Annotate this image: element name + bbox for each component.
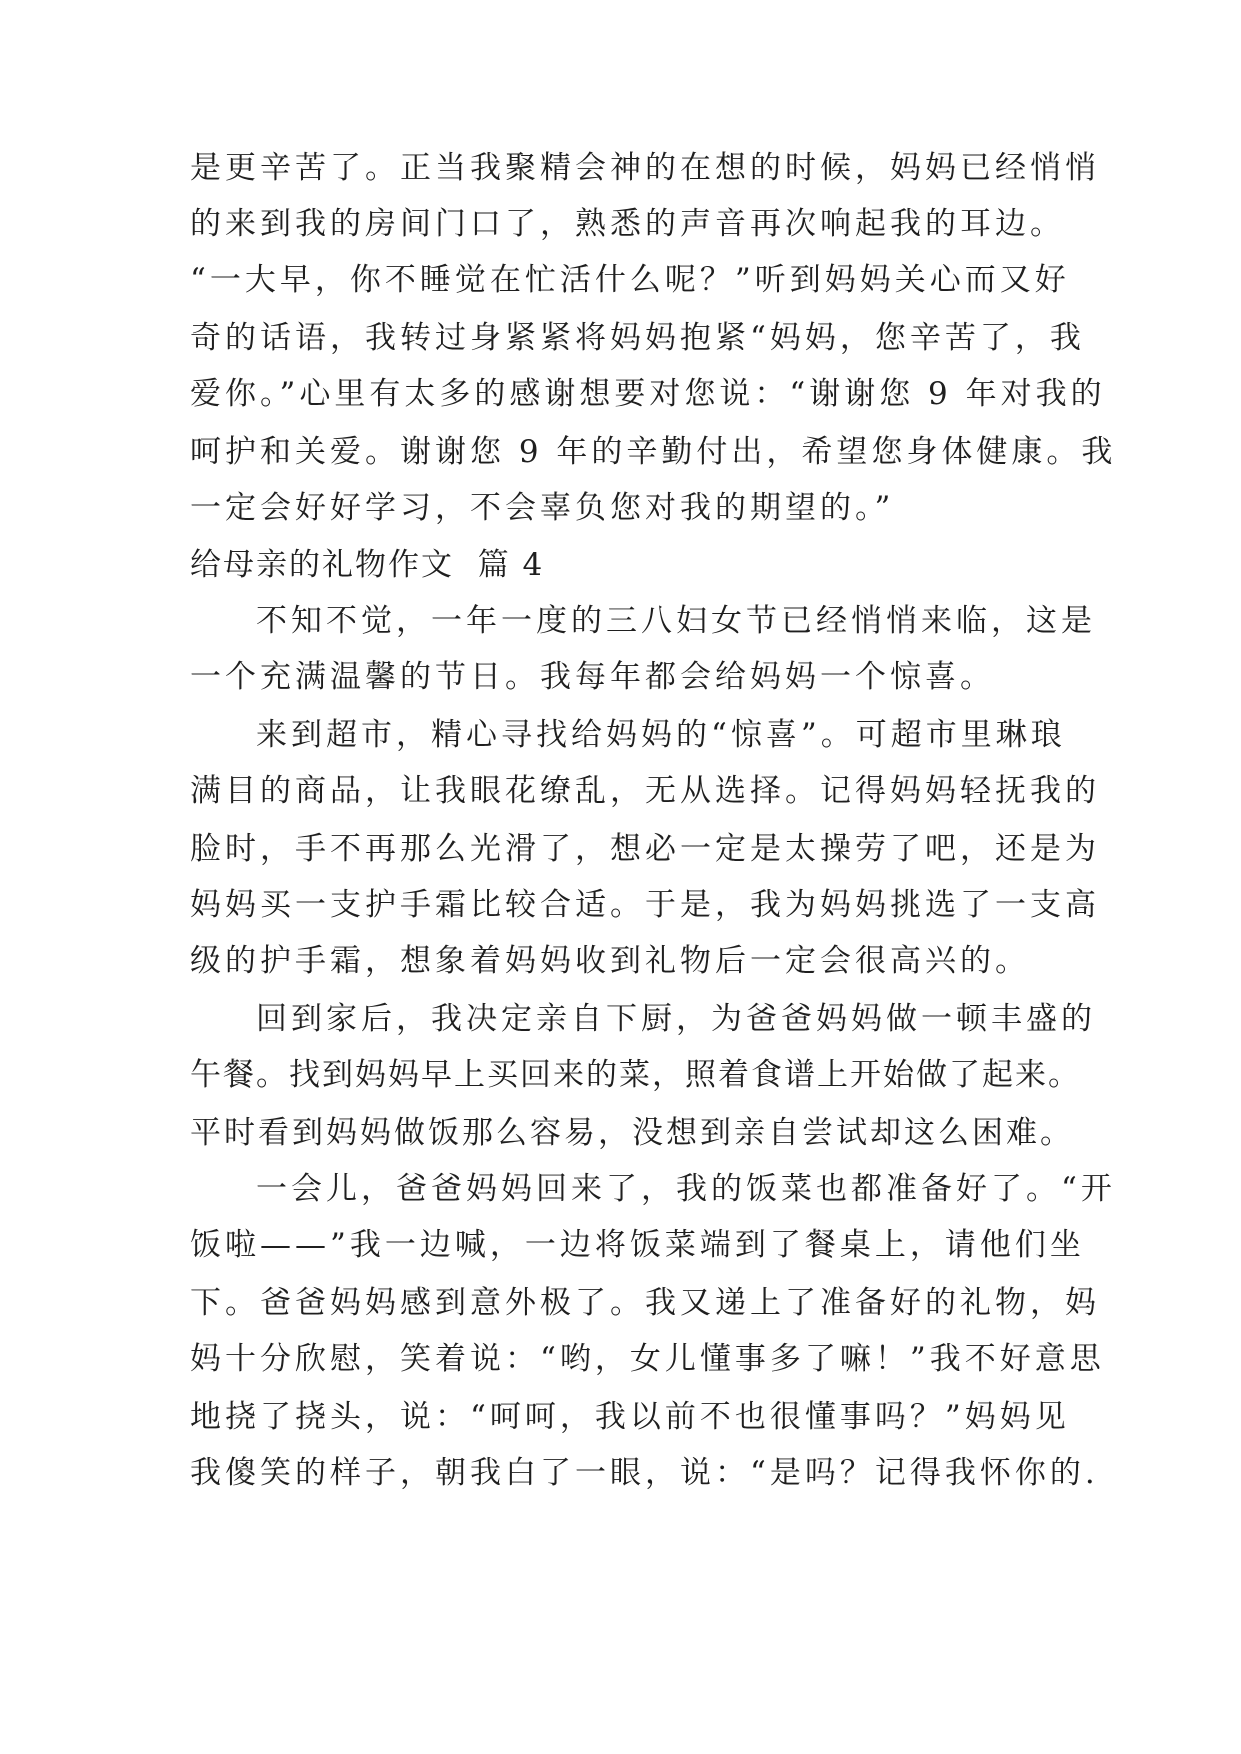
text-line: 妈妈买一支护手霜比较合适。于是，我为妈妈挑选了一支高 — [190, 887, 1100, 923]
text-line: 一个充满温馨的节日。我每年都会给妈妈一个惊喜。 — [190, 659, 995, 695]
text-line: 妈十分欣慰，笑着说：“哟，女儿懂事多了嘛！”我不好意思 — [190, 1341, 1105, 1377]
text-line: 呵护和关爱。谢谢您 9 年的辛勤付出，希望您身体健康。我 — [190, 434, 1117, 470]
text-line: 午餐。找到妈妈早上买回来的菜，照着食谱上开始做了起来。 — [190, 1057, 1081, 1093]
text-line: 级的护手霜，想象着妈妈收到礼物后一定会很高兴的。 — [190, 943, 1030, 979]
text-line: 平时看到妈妈做饭那么容易，没想到亲自尝试却这么困难。 — [190, 1115, 1074, 1151]
text-line: “一大早，你不睡觉在忙活什么呢？”听到妈妈关心而又好 — [190, 262, 1070, 298]
section-heading: 给母亲的礼物作文 篇 4 — [190, 547, 545, 583]
text-line: 一会儿，爸爸妈妈回来了，我的饭菜也都准备好了。“开 — [256, 1171, 1116, 1207]
text-line: 地挠了挠头，说：“呵呵，我以前不也很懂事吗？”妈妈见 — [190, 1399, 1070, 1435]
text-line: 回到家后，我决定亲自下厨，为爸爸妈妈做一顿丰盛的 — [256, 1001, 1096, 1037]
text-line: 脸时，手不再那么光滑了，想必一定是太操劳了吧，还是为 — [190, 831, 1100, 867]
text-line: 满目的商品，让我眼花缭乱，无从选择。记得妈妈轻抚我的 — [190, 773, 1100, 809]
text-line: 饭啦——”我一边喊，一边将饭菜端到了餐桌上，请他们坐 — [190, 1227, 1085, 1263]
text-line: 我傻笑的样子，朝我白了一眼，说：“是吗？记得我怀你的. — [190, 1455, 1099, 1491]
text-line: 奇的话语，我转过身紧紧将妈妈抱紧“妈妈，您辛苦了，我 — [190, 320, 1085, 356]
text-line: 爱你。”心里有太多的感谢想要对您说：“谢谢您 9 年对我的 — [190, 376, 1106, 412]
text-line: 一定会好好学习，不会辜负您对我的期望的。” — [190, 490, 895, 526]
text-line: 的来到我的房间门口了，熟悉的声音再次响起我的耳边。 — [190, 206, 1065, 242]
text-line: 不知不觉，一年一度的三八妇女节已经悄悄来临，这是 — [256, 603, 1096, 639]
text-line: 是更辛苦了。正当我聚精会神的在想的时候，妈妈已经悄悄 — [190, 150, 1100, 186]
text-line: 来到超市，精心寻找给妈妈的“惊喜”。可超市里琳琅 — [256, 717, 1066, 753]
text-line: 下。爸爸妈妈感到意外极了。我又递上了准备好的礼物，妈 — [190, 1285, 1100, 1321]
